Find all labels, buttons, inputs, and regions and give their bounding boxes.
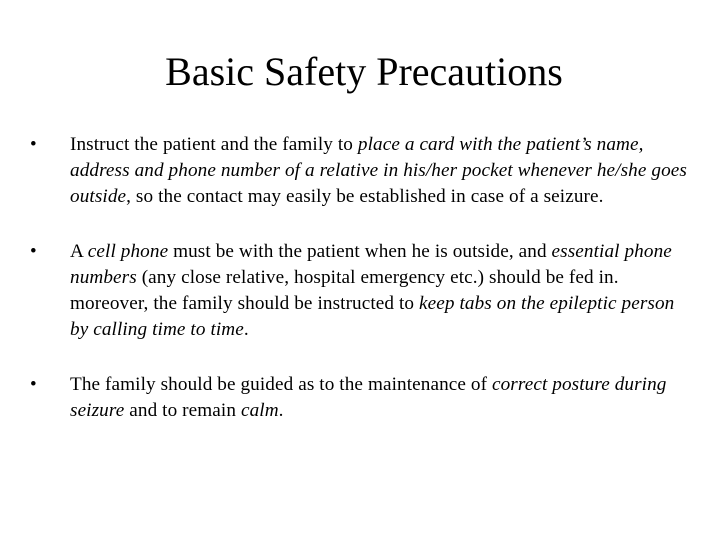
emphasis-text: cell phone xyxy=(87,241,169,262)
bullet-item xyxy=(30,132,690,210)
body-text: , so the contact may easily be established in case of a seizure. xyxy=(126,186,604,207)
body-text: and to remain xyxy=(124,400,241,421)
emphasis-text: keep tabs on the epileptic person by calling time to time xyxy=(70,293,675,340)
emphasis-text: correct posture during seizure xyxy=(70,374,667,421)
body-text: Instruct the patient and the family to xyxy=(70,134,358,155)
bullet-item xyxy=(30,372,690,424)
emphasis-text: place a card with the patient’s name, address and phone number of a relative in his/her pocket whenever he/she goes outside xyxy=(70,134,687,207)
bullet-dot-icon: • xyxy=(30,134,37,155)
body-text: . xyxy=(278,400,284,421)
bullet-dot-icon: • xyxy=(30,241,37,262)
body-text: (any close relative, hospital emergency etc.) should be fed in. moreover, the family should be instructed to xyxy=(70,267,619,314)
body-text: The family should be guided as to the maintenance of xyxy=(70,374,492,395)
bullet-dot-icon: • xyxy=(30,374,37,395)
bullet-text xyxy=(70,374,667,421)
bullet-list xyxy=(30,132,690,453)
body-text: A xyxy=(70,241,88,262)
bullet-item xyxy=(30,239,690,343)
body-text: must be with the patient when he is outside, and xyxy=(168,241,552,262)
emphasis-text: calm xyxy=(240,400,279,421)
bullet-text xyxy=(70,241,674,340)
body-text: . xyxy=(243,319,249,340)
slide-title: Basic Safety Precautions xyxy=(165,49,563,94)
emphasis-text: essential phone numbers xyxy=(70,241,672,288)
bullet-text xyxy=(70,134,687,207)
